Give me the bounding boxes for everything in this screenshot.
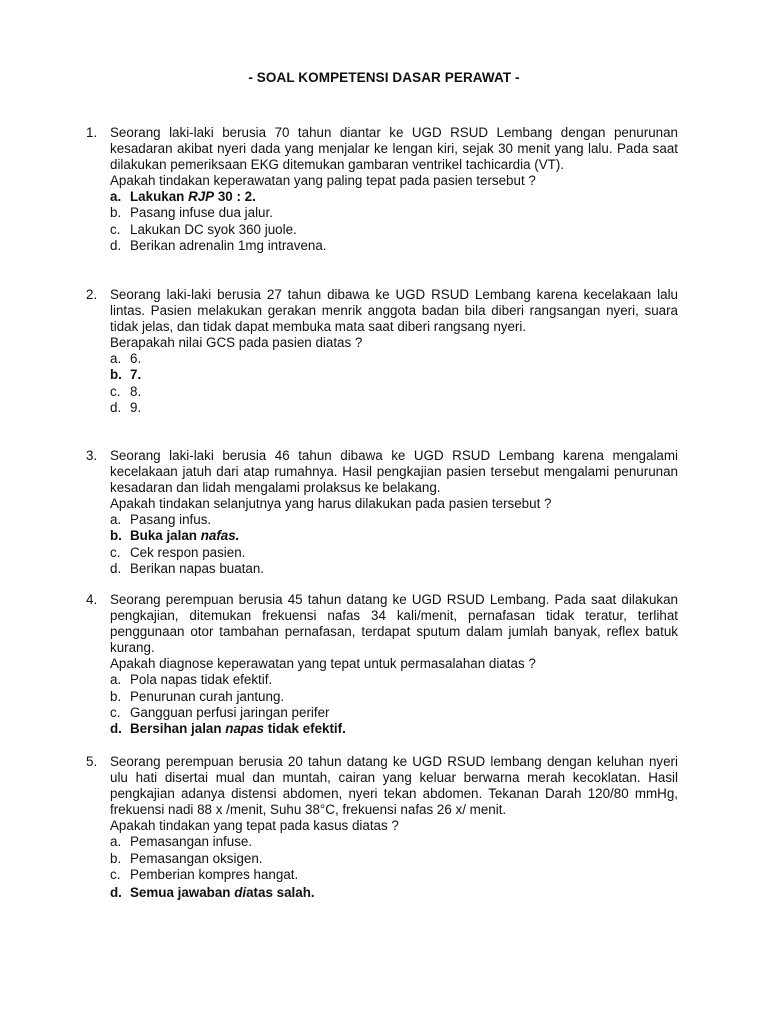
answer-option-a [110, 834, 678, 850]
option-emphasis: di [234, 884, 247, 900]
answer-option-a [110, 512, 678, 528]
option-letter: a. [110, 351, 122, 367]
option-text: 8. [130, 383, 142, 399]
option-emphasis: nafas. [200, 528, 240, 544]
answer-option-c [110, 222, 678, 238]
option-letter: d. [110, 884, 122, 900]
answer-option-c [110, 867, 678, 883]
question-number: 5. [86, 754, 98, 769]
option-letter: b. [110, 367, 122, 383]
question-prompt: Berapakah nilai GCS pada pasien diatas ? [110, 335, 363, 351]
answer-option-d [110, 400, 678, 416]
answer-option-b [110, 205, 678, 221]
option-text: Pemasangan oksigen. [130, 850, 263, 866]
option-text: Pemberian kompres hangat. [130, 866, 299, 882]
answer-option-c [110, 705, 678, 721]
option-letter: c. [110, 221, 121, 237]
question-1 [86, 125, 678, 254]
option-text: Berikan adrenalin 1mg intravena. [130, 237, 327, 253]
answer-option-c [110, 545, 678, 561]
option-suffix: tidak efektif. [263, 720, 346, 736]
answer-option-b [110, 689, 678, 705]
option-letter: a. [110, 189, 122, 205]
option-text: Lakukan [130, 189, 189, 205]
question-4 [86, 592, 678, 737]
answer-option-b [110, 367, 678, 383]
option-letter: b. [110, 850, 122, 866]
question-number: 2. [86, 287, 98, 302]
option-text: Berikan napas buatan. [130, 560, 265, 576]
answer-option-a [110, 672, 678, 688]
option-text: Pemasangan infuse. [130, 834, 253, 850]
option-text: Semua jawaban [130, 884, 235, 900]
question-stem: Seorang laki-laki berusia 27 tahun dibawa ke UGD RSUD Lembang karena kecelakaan lalu lintas. Pasien melakukan gerakan menrik anggota badan bila diberi rangsangan nyeri, suara tidak jelas, dan tidak dapat membuka mata saat diberi rangsang nyeri. [110, 287, 678, 335]
option-letter: b. [110, 528, 122, 544]
option-text: Buka jalan [130, 528, 201, 544]
option-text: Pasang infus. [130, 512, 212, 528]
question-stem: Seorang perempuan berusia 20 tahun datang ke UGD RSUD lembang dengan keluhan nyeri ulu hati disertai mual dan muntah, cairan yang keluar berwarna merah kecoklatan. Hasil pengkajian adanya distensi abdomen, nyeri tekan abdomen. Tekanan Darah 120/80 mmHg, frekuensi nadi 88 x /menit, Suhu 38°C, frekuensi nafas 26 x/ menit. [110, 754, 678, 818]
option-text: Bersihan jalan [130, 720, 226, 736]
option-suffix: atas salah. [246, 884, 315, 900]
answer-option-d [110, 561, 678, 577]
option-text: Pasang infuse dua jalur. [130, 205, 273, 221]
answer-option-d [110, 885, 678, 901]
option-emphasis: RJP [188, 189, 215, 205]
answer-option-c [110, 384, 678, 400]
option-letter: a. [110, 834, 122, 850]
question-5 [86, 754, 678, 901]
option-emphasis: napas [225, 720, 264, 736]
answer-option-d [110, 721, 678, 737]
option-letter: d. [110, 399, 122, 415]
answer-option-d [110, 238, 678, 254]
option-text: Lakukan DC syok 360 juole. [130, 221, 297, 237]
option-letter: c. [110, 704, 121, 720]
option-text: 9. [130, 399, 142, 415]
question-prompt: Apakah tindakan yang tepat pada kasus diatas ? [110, 818, 399, 834]
option-letter: c. [110, 383, 121, 399]
option-text: 6. [130, 351, 142, 367]
question-number: 3. [86, 448, 98, 463]
option-letter: b. [110, 205, 122, 221]
option-letter: a. [110, 672, 122, 688]
answer-option-a [110, 351, 678, 367]
answer-option-b [110, 851, 678, 867]
question-prompt: Apakah tindakan selanjutnya yang harus dilakukan pada pasien tersebut ? [110, 496, 552, 512]
question-stem: Seorang laki-laki berusia 70 tahun diantar ke UGD RSUD Lembang dengan penurunan kesadaran akibat nyeri dada yang menjalar ke lengan kiri, sejak 30 menit yang lalu. Pada saat dilakukan pemeriksaan EKG ditemukan gambaran ventrikel tachicardia (VT). [110, 125, 678, 173]
option-suffix: 30 : 2. [214, 189, 256, 205]
question-stem: Seorang perempuan berusia 45 tahun datang ke UGD RSUD Lembang. Pada saat dilakukan pengkajian, ditemukan frekuensi nafas 34 kali/menit, pernafasan tidak teratur, terlihat penggunaan otor tambahan pernafasan, terdapat sputum dalam jumlah banyak, reflex batuk kurang. [110, 592, 678, 656]
question-number: 1. [86, 125, 98, 140]
question-2 [86, 287, 678, 416]
answer-option-b [110, 528, 678, 544]
option-letter: b. [110, 688, 122, 704]
option-text: Penurunan curah jantung. [130, 688, 285, 704]
option-letter: d. [110, 720, 122, 736]
question-prompt: Apakah tindakan keperawatan yang paling tepat pada pasien tersebut ? [110, 173, 536, 189]
option-letter: c. [110, 544, 121, 560]
option-letter: c. [110, 866, 121, 882]
option-text: Pola napas tidak efektif. [130, 672, 273, 688]
option-letter: d. [110, 237, 122, 253]
question-prompt: Apakah diagnose keperawatan yang tepat untuk permasalahan diatas ? [110, 656, 536, 672]
option-text: Gangguan perfusi jaringan perifer [130, 704, 330, 720]
question-stem: Seorang laki-laki berusia 46 tahun dibawa ke UGD RSUD Lembang karena mengalami kecelakaan jatuh dari atap rumahnya. Hasil pengkajian pasien tersebut mengalami penurunan kesadaran dan lidah mengalami prolaksus ke belakang. [110, 448, 678, 496]
question-number: 4. [86, 592, 98, 607]
option-letter: d. [110, 560, 122, 576]
page-title: - SOAL KOMPETENSI DASAR PERAWAT - [248, 70, 520, 85]
option-text: Cek respon pasien. [130, 544, 246, 560]
option-text: 7. [130, 367, 142, 383]
option-letter: a. [110, 512, 122, 528]
question-3 [86, 448, 678, 577]
answer-option-a [110, 189, 678, 205]
